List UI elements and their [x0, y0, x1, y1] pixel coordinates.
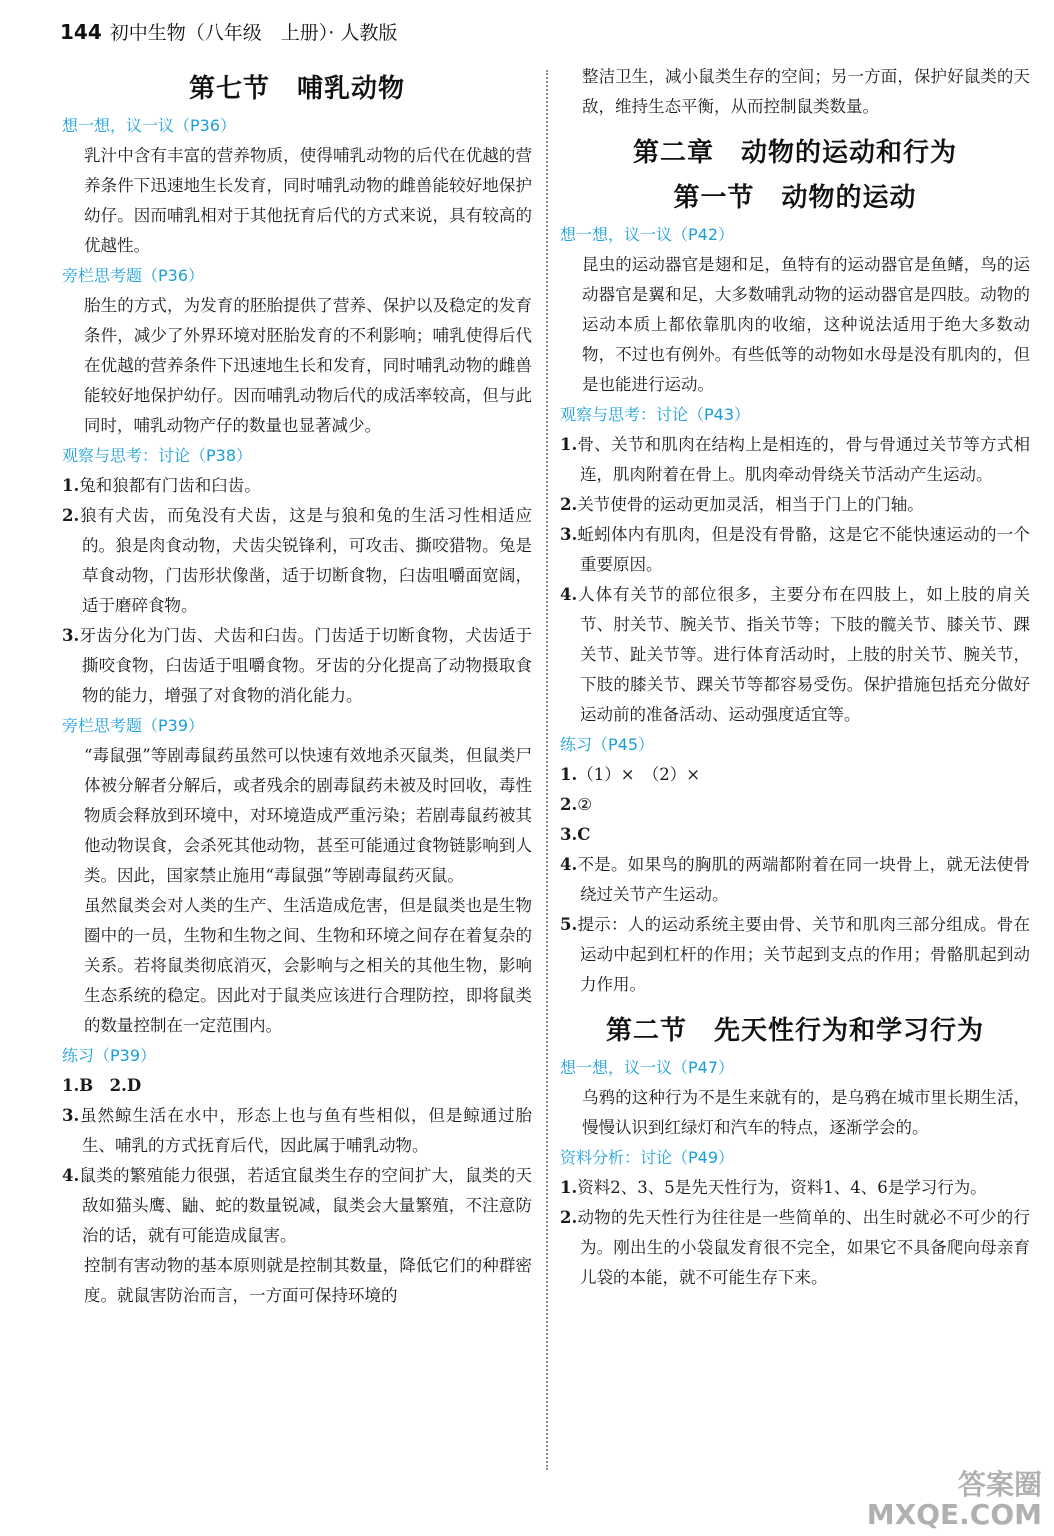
answer-think-discuss-p36: 乳汁中含有丰富的营养物质，使得哺乳动物的后代在优越的营养条件下迅速地生长发育，同时哺乳动物的雌兽能较好地保护幼仔。因而哺乳相对于其他抚育后代的方式来说，具有较高的优越性。	[84, 146, 532, 255]
heading-exercise-p39: 练习（P39）	[62, 1046, 157, 1065]
answers-1-2: 1.B 2.D	[62, 1076, 142, 1095]
list-item: 1.（1）× （2）×	[560, 765, 701, 784]
watermark-line2: MXQE.COM	[866, 1498, 1042, 1531]
list-item: 3.虽然鲸生活在水中，形态上也与鱼有些相似，但是鲸通过胎生、哺乳的方式抚育后代，因此属于哺乳动物。	[62, 1106, 532, 1155]
heading-think-discuss-p42: 想一想，议一议（P42）	[560, 225, 735, 244]
heading-observe-think-p38: 观察与思考：讨论（P38）	[62, 446, 253, 465]
answer-think-discuss-p47: 乌鸦的这种行为不是生来就有的，是乌鸦在城市里长期生活，慢慢认识到红绿灯和汽车的特点，逐渐学会的。	[582, 1088, 1030, 1137]
heading-think-discuss-p36: 想一想，议一议（P36）	[62, 116, 237, 135]
list-item: 4.不是。如果鸟的胸肌的两端都附着在同一块骨上，就无法使骨绕过关节产生运动。	[560, 855, 1030, 904]
chapter-title: 第二章 动物的运动和行为	[632, 138, 957, 168]
watermark-line1: 答案圈	[957, 1468, 1042, 1501]
heading-sidebar-question-p39: 旁栏思考题（P39）	[62, 716, 205, 735]
list-item: 1.兔和狼都有门齿和臼齿。	[62, 476, 261, 495]
section-title-movement: 第一节 动物的运动	[673, 183, 917, 213]
heading-think-discuss-p47: 想一想，议一议（P47）	[560, 1058, 735, 1077]
list-item: 2.关节使骨的运动更加灵活，相当于门上的门轴。	[560, 495, 924, 514]
heading-observe-think-p43: 观察与思考：讨论（P43）	[560, 405, 751, 424]
list-item: 3.蚯蚓体内有肌肉，但是没有骨骼，这是它不能快速运动的一个重要原因。	[560, 525, 1030, 574]
answer-sidebar-p39-para1: “毒鼠强”等剧毒鼠药虽然可以快速有效地杀灭鼠类，但鼠类尸体被分解者分解后，或者残余的剧毒鼠药未被及时回收，毒性物质会释放到环境中，对环境造成严重污染；若剧毒鼠药被其他动物误食，会杀死其他动物，甚至可能通过食物链影响到人类。因此，国家禁止施用“毒鼠强”等剧毒鼠药灭鼠。	[84, 746, 532, 885]
site-watermark	[867, 1470, 1042, 1530]
exercise-4-continuation: 控制有害动物的基本原则就是控制其数量，降低它们的种群密度。就鼠害防治而言，一方面可保持环境的	[84, 1256, 532, 1305]
answer-sidebar-p39-para2: 虽然鼠类会对人类的生产、生活造成危害，但是鼠类也是生物圈中的一员，生物和生物之间、生物和环境之间存在着复杂的关系。若将鼠类彻底消灭，会影响与之相关的其他生物，影响生态系统的稳定。因此对于鼠类应该进行合理防控，即将鼠类的数量控制在一定范围内。	[84, 896, 532, 1035]
list-item: 2.狼有犬齿，而兔没有犬齿，这是与狼和兔的生活习性相适应的。狼是肉食动物，犬齿尖锐锋利，可攻击、撕咬猎物。兔是草食动物，门齿形状像凿，适于切断食物，臼齿咀嚼面宽阔，适于磨碎食物。	[62, 506, 532, 615]
section-title-innate-learned: 第二节 先天性行为和学习行为	[605, 1016, 984, 1046]
column-divider	[546, 70, 548, 1470]
left-column	[62, 62, 532, 1311]
list-item: 2.动物的先天性行为往往是一些简单的、出生时就必不可少的行为。刚出生的小袋鼠发育很不完全，如果它不具备爬向母亲育儿袋的本能，就不可能生存下来。	[560, 1208, 1030, 1287]
list-item: 2.②	[560, 795, 593, 814]
heading-data-analysis-p49: 资料分析：讨论（P49）	[560, 1148, 735, 1167]
page-number: 144	[60, 20, 102, 44]
list-item: 1.骨、关节和肌肉在结构上是相连的，骨与骨通过关节等方式相连，肌肉附着在骨上。肌肉牵动骨绕关节活动产生运动。	[560, 435, 1030, 484]
answer-sidebar-question-p36: 胎生的方式，为发育的胚胎提供了营养、保护以及稳定的发育条件，减少了外界环境对胚胎发育的不利影响；哺乳使得后代在优越的营养条件下迅速地生长和发育，同时哺乳动物的雌兽能较好地保护幼仔。因而哺乳动物后代的成活率较高，但与此同时，哺乳动物产仔的数量也显著减少。	[84, 296, 532, 435]
answer-think-discuss-p42: 昆虫的运动器官是翅和足，鱼特有的运动器官是鱼鳍，鸟的运动器官是翼和足，大多数哺乳动物的运动器官是四肢。动物的运动本质上都依靠肌肉的收缩，这种说法适用于绝大多数动物，不过也有例外。有些低等的动物如水母是没有肌肉的，但是也能进行运动。	[582, 255, 1030, 394]
list-item: 1.资料2、3、5是先天性行为，资料1、4、6是学习行为。	[560, 1178, 987, 1197]
continued-paragraph: 整洁卫生，减小鼠类生存的空间；另一方面，保护好鼠类的天敌，维持生态平衡，从而控制鼠类数量。	[582, 67, 1030, 116]
list-item: 5.提示：人的运动系统主要由骨、关节和肌肉三部分组成。骨在运动中起到杠杆的作用；关节起到支点的作用；骨骼肌起到动力作用。	[560, 915, 1030, 994]
page-header	[60, 18, 397, 45]
heading-sidebar-question-p36: 旁栏思考题（P36）	[62, 266, 205, 285]
right-column	[560, 62, 1030, 1293]
book-title: 初中生物（八年级 上册）· 人教版	[109, 22, 398, 44]
heading-exercise-p45: 练习（P45）	[560, 735, 655, 754]
list-item: 3.牙齿分化为门齿、犬齿和臼齿。门齿适于切断食物，犬齿适于撕咬食物，臼齿适于咀嚼食物。牙齿的分化提高了动物摄取食物的能力，增强了对食物的消化能力。	[62, 626, 532, 705]
list-item: 3.C	[560, 825, 591, 844]
list-item: 4.鼠类的繁殖能力很强，若适宜鼠类生存的空间扩大，鼠类的天敌如猫头鹰、鼬、蛇的数量锐减，鼠类会大量繁殖，不注意防治的话，就有可能造成鼠害。	[62, 1166, 532, 1245]
list-item: 4.人体有关节的部位很多，主要分布在四肢上，如上肢的肩关节、肘关节、腕关节、指关节等；下肢的髋关节、膝关节、踝关节、趾关节等。进行体育活动时，上肢的肘关节、腕关节，下肢的膝关节、踝关节等都容易受伤。保护措施包括充分做好运动前的准备活动、运动强度适宜等。	[560, 585, 1030, 724]
section-title-mammals: 第七节 哺乳动物	[188, 74, 405, 104]
